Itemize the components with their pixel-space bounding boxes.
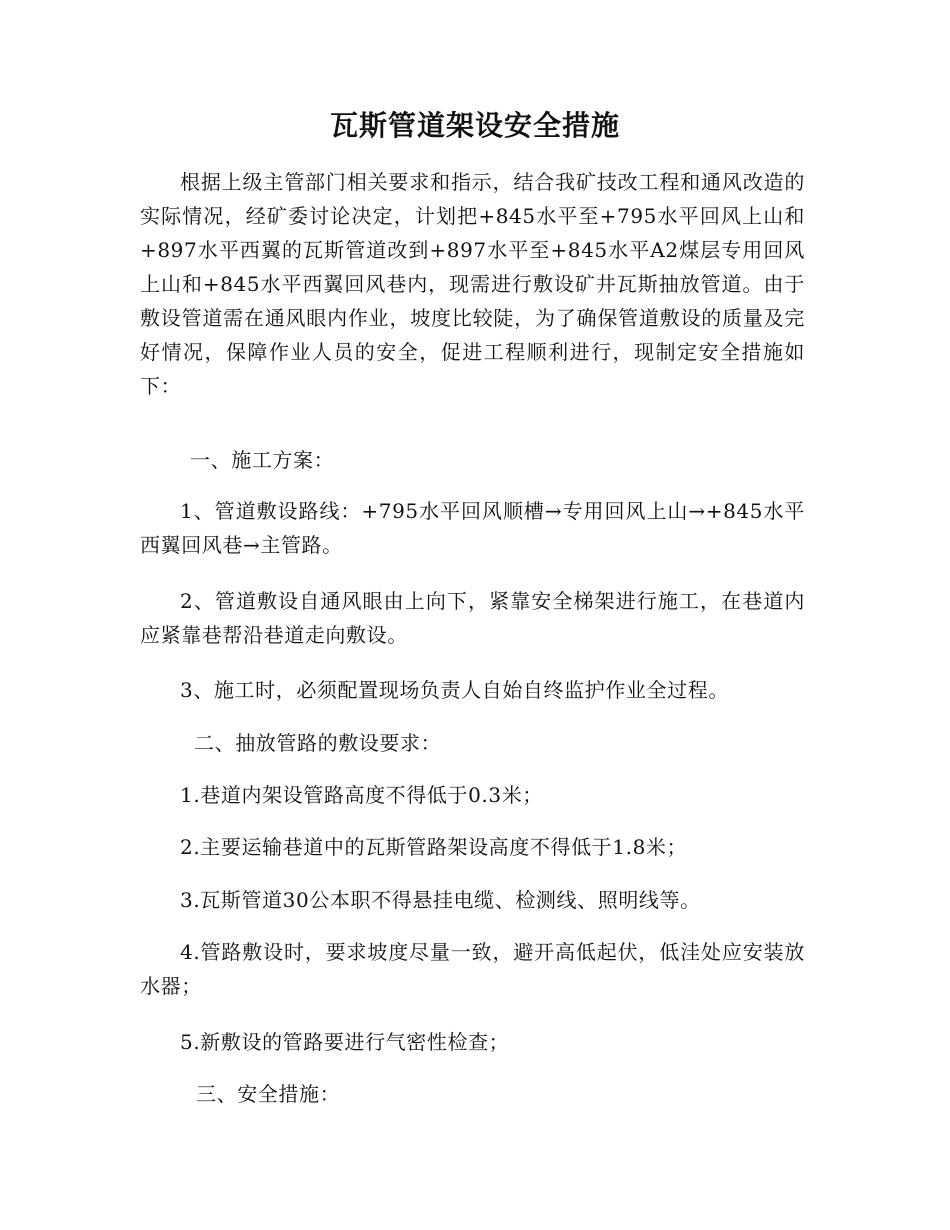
list-item: 4.管路敷设时，要求坡度尽量一致，避开高低起伏，低洼处应安装放水器； — [140, 940, 805, 998]
list-item: 5.新敷设的管路要进行气密性检查； — [180, 1030, 510, 1054]
document-title: 瓦斯管道架设安全措施 — [329, 109, 620, 142]
list-item: 3、施工时，必须配置现场负责人自始自终监护作业全过程。 — [180, 678, 729, 702]
intro-paragraph: 根据上级主管部门相关要求和指示，结合我矿技改工程和通风改造的实际情况，经矿委讨论决定，计划把+845水平至+795水平回风上山和+897水平西翼的瓦斯管道改到+897水平至+845水平A2煤层专用回风上山和+845水平西翼回风巷内，现需进行敷设矿井瓦斯抽放管道。由于敷设管道需在通风眼内作业，坡度比较陡，为了确保管道敷设的质量及完好情况，保障作业人员的安全，促进工程顺利进行，现制定安全措施如下： — [140, 170, 805, 398]
section-heading-safety-measures: 三、安全措施： — [196, 1082, 341, 1106]
list-item: 1、管道敷设路线：+795水平回风顺槽→专用回风上山→+845水平西翼回风巷→主管路。 — [140, 499, 805, 557]
list-item: 2.主要运输巷道中的瓦斯管路架设高度不得低于1.8米； — [180, 835, 688, 859]
section-heading-construction-plan: 一、施工方案： — [190, 448, 335, 472]
section-heading-pipeline-requirements: 二、抽放管路的敷设要求： — [194, 731, 442, 755]
list-item: 2、管道敷设自通风眼由上向下，紧靠安全梯架进行施工，在巷道内应紧靠巷帮沿巷道走向敷设。 — [140, 589, 805, 647]
list-item: 1.巷道内架设管路高度不得低于0.3米； — [180, 783, 543, 807]
list-item: 3.瓦斯管道30公本职不得悬挂电缆、检测线、照明线等。 — [180, 888, 701, 912]
